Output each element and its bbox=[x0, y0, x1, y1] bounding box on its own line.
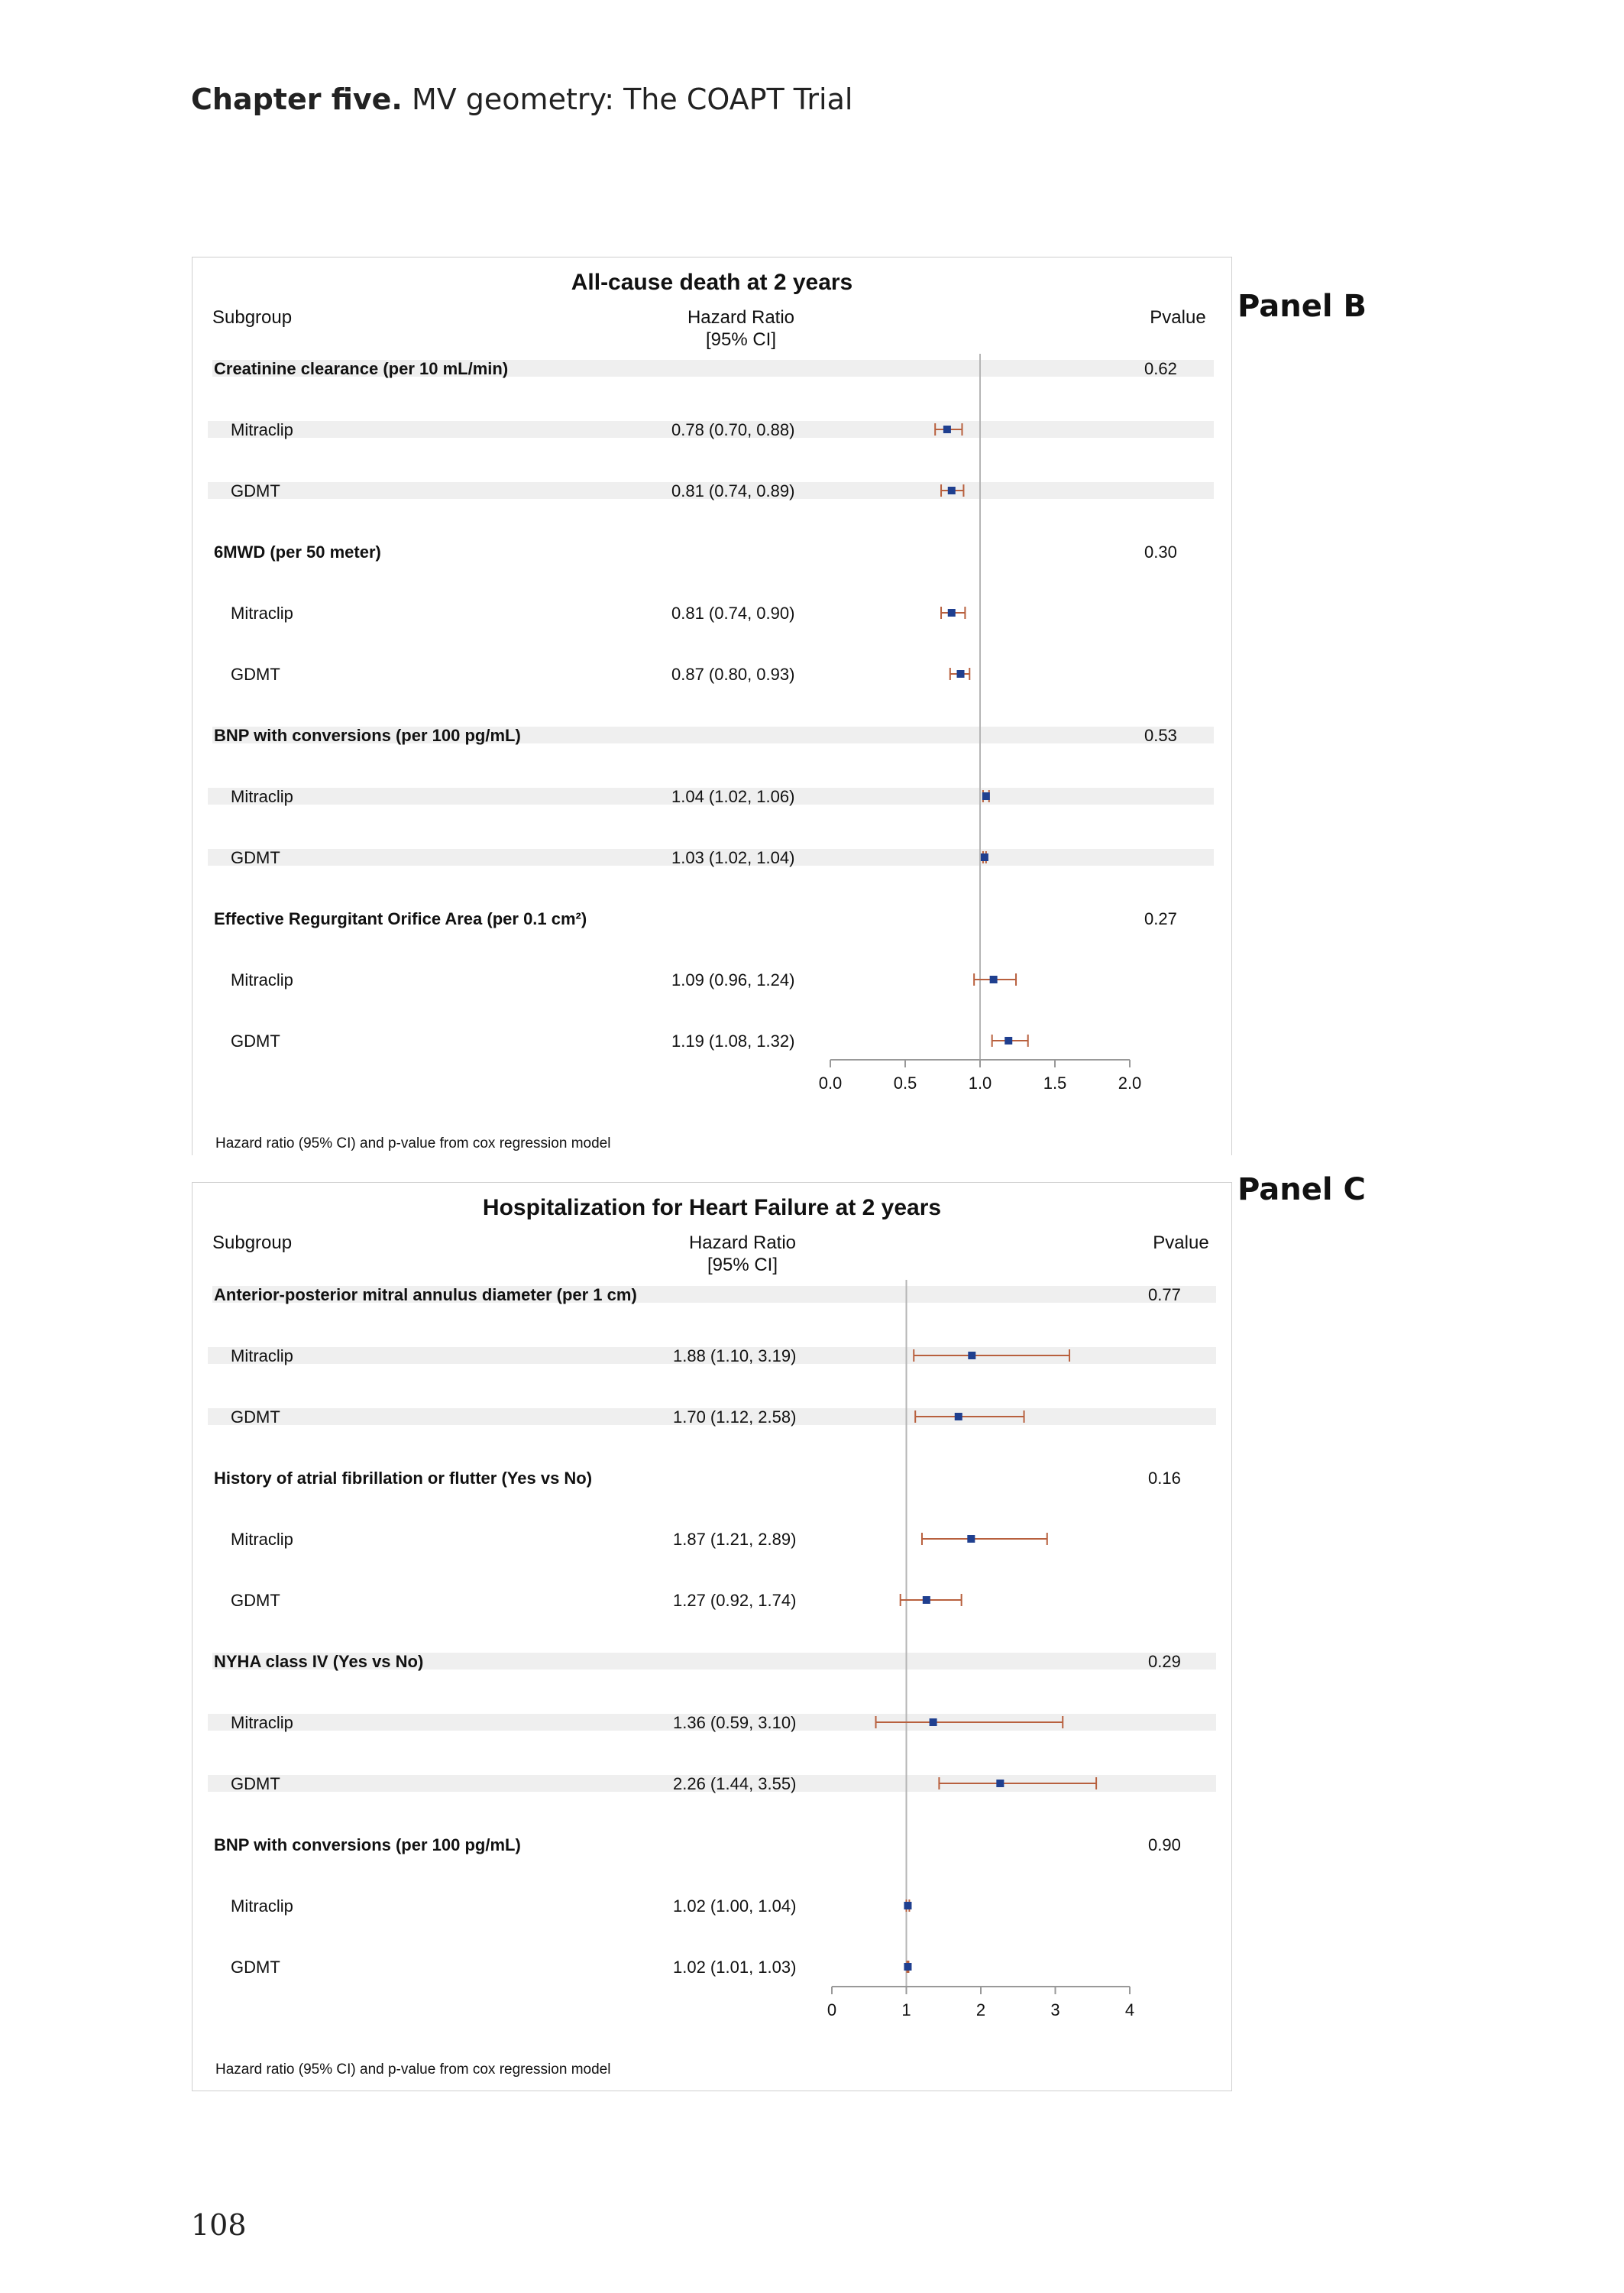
hazard-ratio-text: 0.81 (0.74, 0.90) bbox=[671, 604, 795, 623]
column-header-pvalue: Pvalue bbox=[1150, 307, 1206, 328]
treatment-label: GDMT bbox=[231, 1032, 280, 1051]
forest-plot-svg-b bbox=[192, 257, 1231, 1155]
hazard-ratio-point bbox=[930, 1718, 937, 1726]
forest-plot-panel-c bbox=[192, 1182, 1232, 2091]
treatment-label: Mitraclip bbox=[231, 604, 293, 623]
subgroup-header-label: 6MWD (per 50 meter) bbox=[214, 542, 381, 562]
subgroup-pvalue: 0.29 bbox=[1148, 1652, 1181, 1671]
x-axis-tick-label: 4 bbox=[1124, 2000, 1135, 2019]
chart-footnote: Hazard ratio (95% CI) and p-value from cox regression model bbox=[215, 2061, 611, 2078]
hazard-ratio-text: 1.19 (1.08, 1.32) bbox=[671, 1032, 795, 1051]
hazard-ratio-text: 1.87 (1.21, 2.89) bbox=[673, 1530, 797, 1549]
hazard-ratio-text: 1.02 (1.01, 1.03) bbox=[673, 1958, 797, 1977]
treatment-label: GDMT bbox=[231, 848, 280, 867]
subgroup-pvalue: 0.27 bbox=[1144, 909, 1177, 928]
hazard-ratio-point bbox=[957, 670, 965, 678]
treatment-label: Mitraclip bbox=[231, 1896, 293, 1916]
subgroup-pvalue: 0.77 bbox=[1148, 1285, 1181, 1304]
treatment-label: Mitraclip bbox=[231, 1530, 293, 1549]
chart-title: Hospitalization for Heart Failure at 2 years bbox=[482, 1195, 942, 1220]
hazard-ratio-point bbox=[968, 1352, 975, 1359]
hazard-ratio-point bbox=[990, 976, 998, 983]
hazard-ratio-text: 0.87 (0.80, 0.93) bbox=[671, 665, 795, 684]
hazard-ratio-point bbox=[904, 1902, 911, 1909]
hazard-ratio-text: 1.09 (0.96, 1.24) bbox=[671, 970, 795, 989]
subgroup-header-label: BNP with conversions (per 100 pg/mL) bbox=[214, 1835, 521, 1854]
x-axis-tick-label: 0.5 bbox=[893, 1074, 917, 1093]
subgroup-pvalue: 0.16 bbox=[1148, 1469, 1181, 1488]
hazard-ratio-text: 1.27 (0.92, 1.74) bbox=[673, 1591, 797, 1610]
hazard-ratio-text: 1.04 (1.02, 1.06) bbox=[671, 787, 795, 806]
hazard-ratio-point bbox=[943, 426, 951, 433]
x-axis-tick-label: 0.0 bbox=[818, 1074, 843, 1093]
x-axis-tick-label: 1.5 bbox=[1043, 1074, 1067, 1093]
subgroup-pvalue: 0.53 bbox=[1144, 726, 1177, 745]
subgroup-header-label: Anterior-posterior mitral annulus diameter (per 1 cm) bbox=[214, 1285, 637, 1304]
column-header-ci: [95% CI] bbox=[705, 329, 777, 350]
chapter-label: Chapter five. bbox=[191, 83, 403, 116]
column-header-ci: [95% CI] bbox=[707, 1255, 778, 1275]
subgroup-header-label: BNP with conversions (per 100 pg/mL) bbox=[214, 726, 521, 745]
forest-plot-panel-b bbox=[192, 257, 1232, 1155]
column-header-subgroup: Subgroup bbox=[212, 1232, 293, 1253]
treatment-label: GDMT bbox=[231, 1407, 280, 1427]
hazard-ratio-point bbox=[967, 1535, 975, 1543]
hazard-ratio-text: 1.36 (0.59, 3.10) bbox=[673, 1713, 797, 1732]
page-number: 108 bbox=[191, 2208, 247, 2242]
column-header-pvalue: Pvalue bbox=[1153, 1232, 1209, 1253]
subgroup-pvalue: 0.62 bbox=[1144, 359, 1177, 378]
subgroup-header-label: Effective Regurgitant Orifice Area (per 0.1 cm²) bbox=[214, 909, 587, 928]
hazard-ratio-point bbox=[948, 487, 956, 494]
subgroup-header-label: Creatinine clearance (per 10 mL/min) bbox=[214, 359, 509, 378]
treatment-label: GDMT bbox=[231, 1591, 280, 1610]
subgroup-pvalue: 0.30 bbox=[1144, 542, 1177, 562]
hazard-ratio-text: 1.70 (1.12, 2.58) bbox=[673, 1407, 797, 1427]
hazard-ratio-point bbox=[923, 1596, 930, 1604]
treatment-label: GDMT bbox=[231, 1958, 280, 1977]
hazard-ratio-text: 1.02 (1.00, 1.04) bbox=[673, 1896, 797, 1916]
hazard-ratio-text: 0.78 (0.70, 0.88) bbox=[671, 420, 795, 439]
column-header-hazard-ratio: Hazard Ratio bbox=[688, 1232, 797, 1253]
x-axis-tick-label: 1.0 bbox=[968, 1074, 992, 1093]
chapter-title: MV geometry: The COAPT Trial bbox=[411, 83, 853, 116]
hazard-ratio-point bbox=[982, 792, 990, 800]
x-axis-tick-label: 2.0 bbox=[1118, 1074, 1142, 1093]
subgroup-header-label: NYHA class IV (Yes vs No) bbox=[214, 1652, 424, 1671]
forest-plot-svg-c bbox=[192, 1183, 1231, 2091]
column-header-hazard-ratio: Hazard Ratio bbox=[687, 307, 795, 328]
hazard-ratio-point bbox=[948, 609, 956, 617]
x-axis-tick-label: 3 bbox=[1050, 2000, 1060, 2019]
hazard-ratio-point bbox=[981, 853, 988, 861]
subgroup-header-label: History of atrial fibrillation or flutter (Yes vs No) bbox=[214, 1469, 593, 1488]
hazard-ratio-text: 2.26 (1.44, 3.55) bbox=[673, 1774, 797, 1793]
treatment-label: Mitraclip bbox=[231, 787, 293, 806]
panel-b-label: Panel B bbox=[1237, 289, 1367, 324]
hazard-ratio-text: 1.03 (1.02, 1.04) bbox=[671, 848, 795, 867]
hazard-ratio-point bbox=[904, 1963, 911, 1971]
treatment-label: Mitraclip bbox=[231, 420, 293, 439]
hazard-ratio-text: 0.81 (0.74, 0.89) bbox=[671, 481, 795, 500]
x-axis-tick-label: 2 bbox=[975, 2000, 986, 2019]
panel-c-label: Panel C bbox=[1237, 1172, 1366, 1207]
treatment-label: Mitraclip bbox=[231, 970, 293, 989]
treatment-label: GDMT bbox=[231, 481, 280, 500]
chart-footnote: Hazard ratio (95% CI) and p-value from cox regression model bbox=[215, 1135, 611, 1151]
chapter-header bbox=[191, 83, 852, 116]
treatment-label: GDMT bbox=[231, 665, 280, 684]
treatment-label: Mitraclip bbox=[231, 1346, 293, 1365]
hazard-ratio-text: 1.88 (1.10, 3.19) bbox=[673, 1346, 797, 1365]
column-header-subgroup: Subgroup bbox=[212, 307, 293, 328]
hazard-ratio-point bbox=[996, 1780, 1004, 1787]
subgroup-pvalue: 0.90 bbox=[1148, 1835, 1181, 1854]
treatment-label: Mitraclip bbox=[231, 1713, 293, 1732]
x-axis-tick-label: 0 bbox=[827, 2000, 837, 2019]
treatment-label: GDMT bbox=[231, 1774, 280, 1793]
chart-title: All-cause death at 2 years bbox=[571, 270, 853, 295]
hazard-ratio-point bbox=[1004, 1037, 1012, 1044]
x-axis-tick-label: 1 bbox=[901, 2000, 911, 2019]
hazard-ratio-point bbox=[955, 1413, 962, 1420]
